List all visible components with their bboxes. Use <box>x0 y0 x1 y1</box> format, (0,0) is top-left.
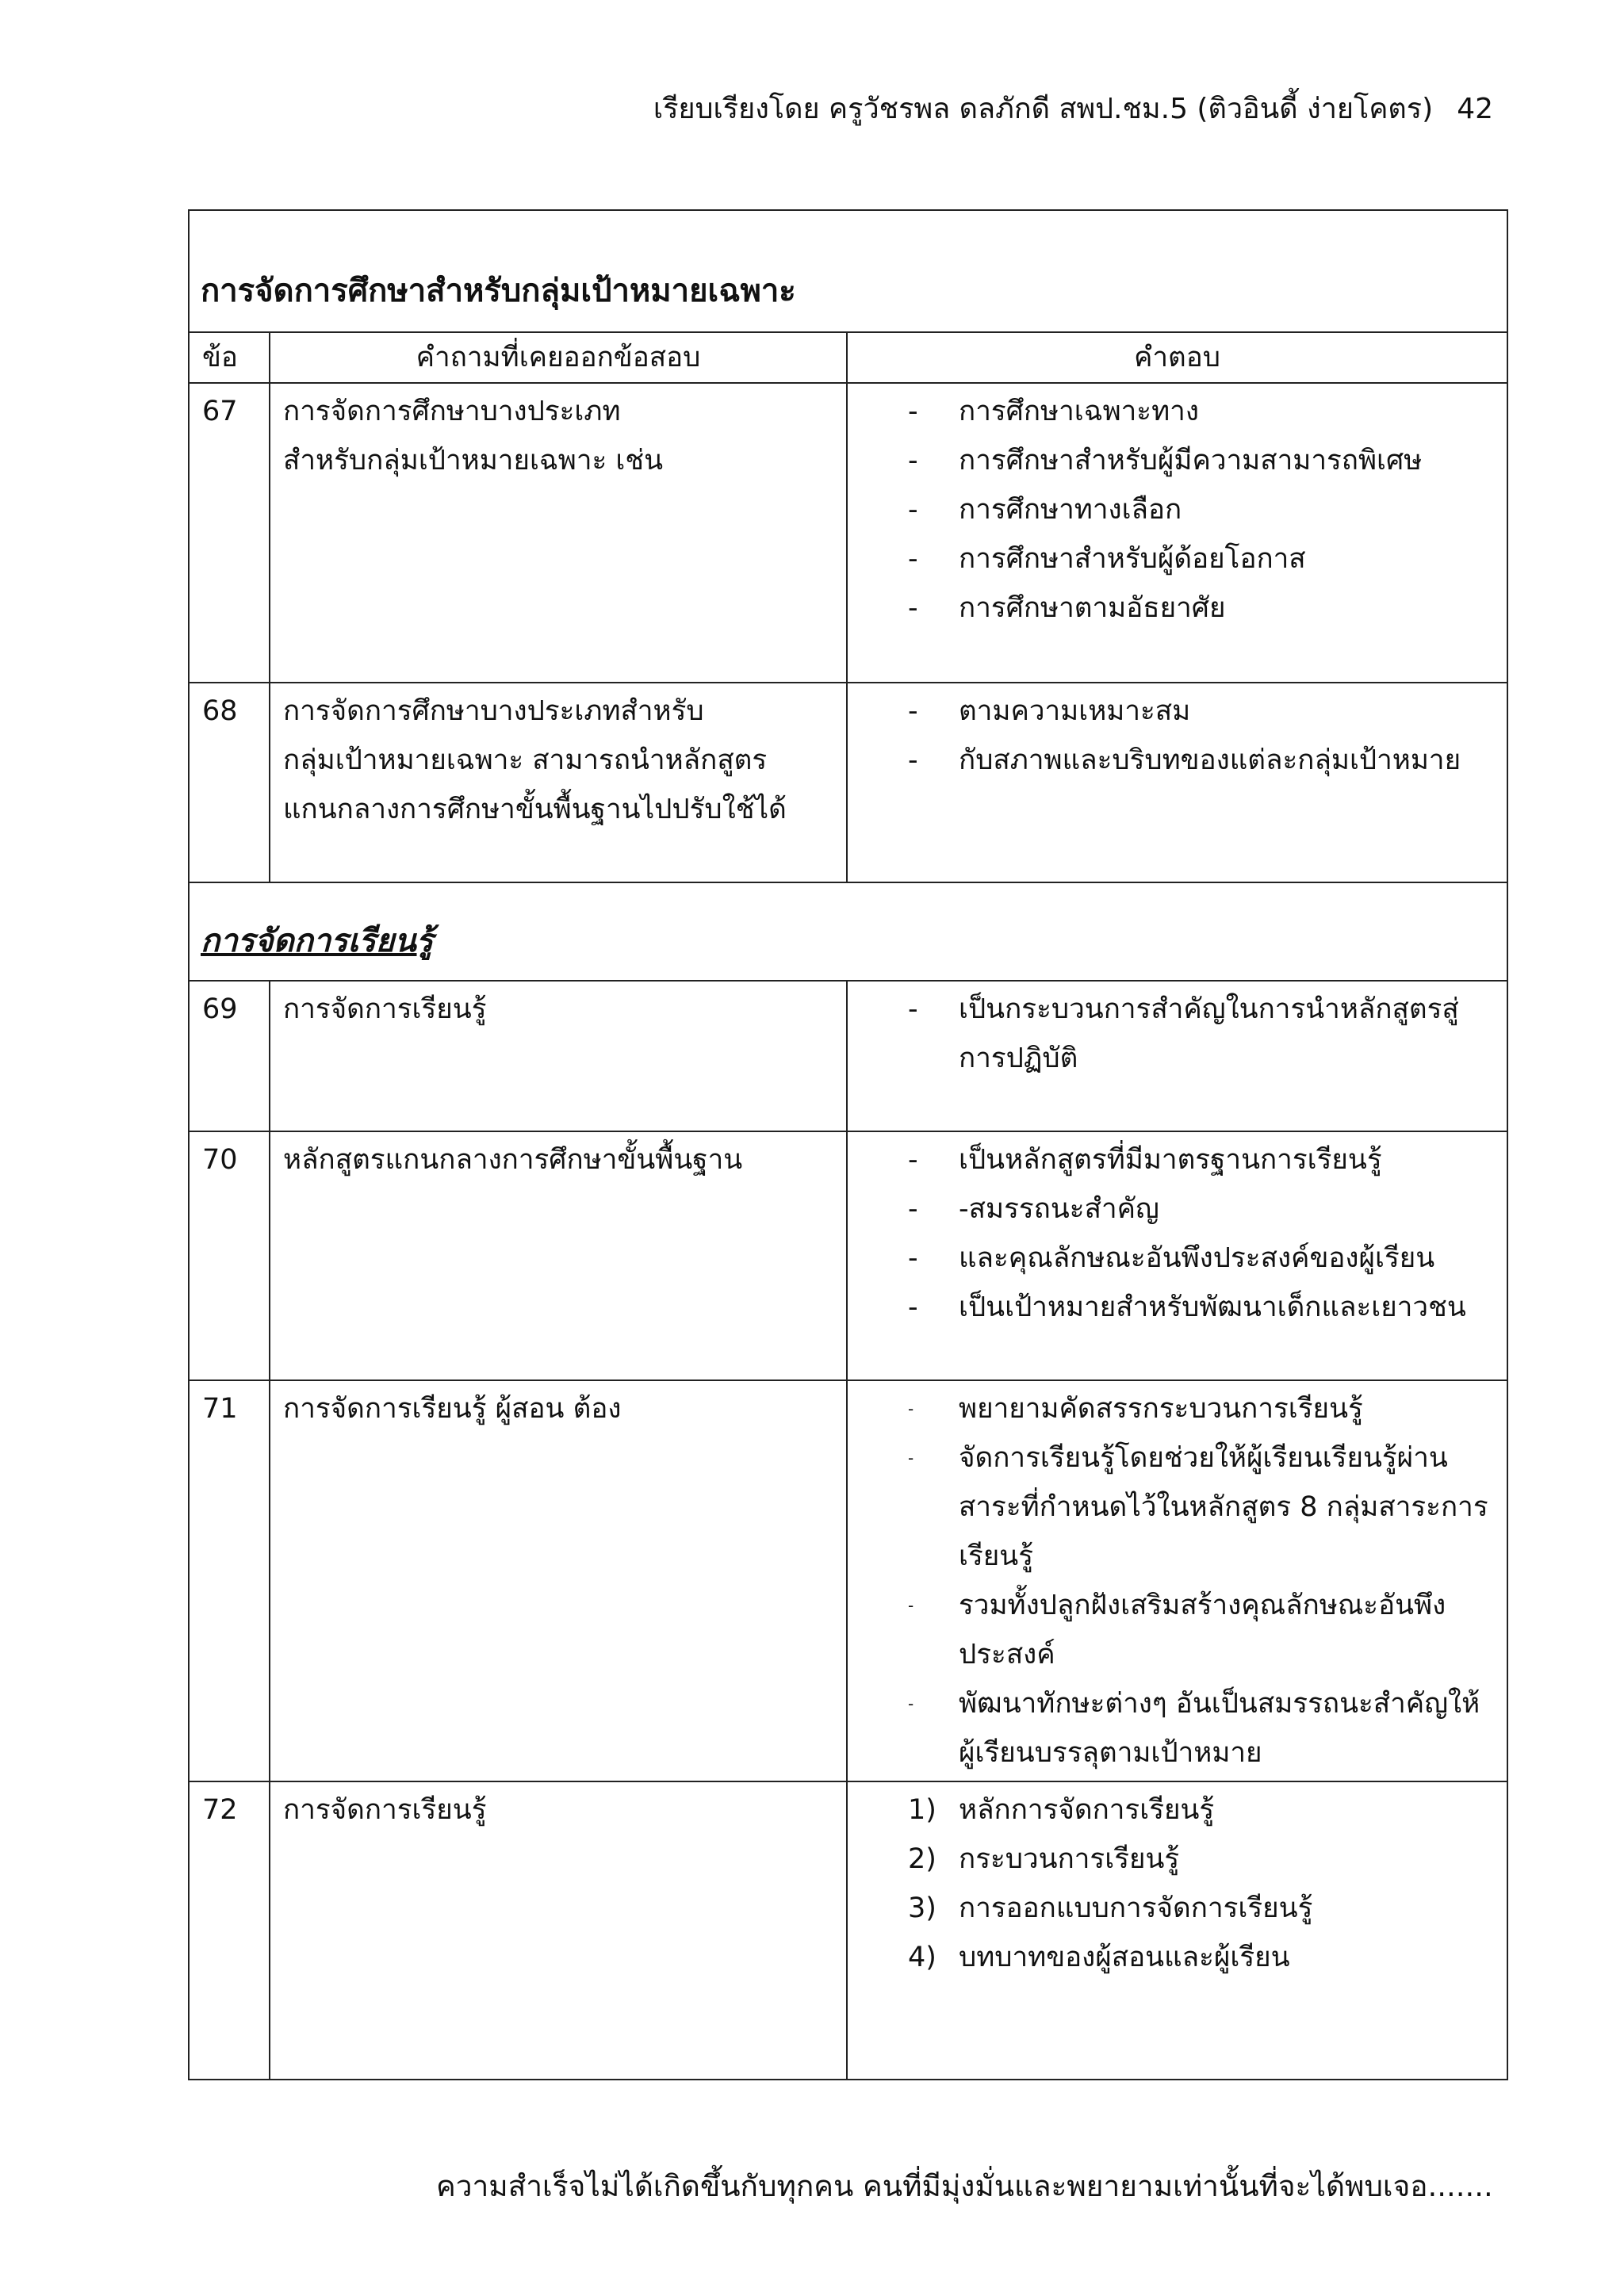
section-title-target-group: การจัดการศึกษาสำหรับกลุ่มเป้าหมายเฉพาะ <box>189 210 1507 332</box>
question-line: สำหรับกลุ่มเป้าหมายเฉพาะ เช่น <box>283 445 664 476</box>
answer-marker: - <box>908 592 918 624</box>
answer-marker: - <box>908 1242 918 1274</box>
answer-text: บทบาทของผู้สอนและผู้เรียน <box>959 1942 1290 1973</box>
answer-item <box>860 1785 1494 1835</box>
answer-text: การศึกษาตามอัธยาศัย <box>959 592 1226 624</box>
column-header-answer: คำตอบ <box>847 332 1507 383</box>
answer-text: การศึกษาเฉพาะทาง <box>959 396 1199 427</box>
section-row-learning <box>189 882 1507 981</box>
answer-marker: - <box>908 445 918 476</box>
section-row-target-group <box>189 210 1507 332</box>
cell-no: 70 <box>189 1131 270 1380</box>
cell-no: 72 <box>189 1781 270 2080</box>
footer-quote: ความสำเร็จไม่ได้เกิดขึ้นกับทุกคน คนที่มีมุ่งมั่นและพยายามเท่านั้นที่จะได้พบเจอ....... <box>436 2169 1493 2203</box>
answer-marker: 2) <box>908 1843 936 1875</box>
answer-marker: - <box>908 695 918 727</box>
table-header-row <box>189 332 1507 383</box>
question-line: การจัดการเรียนรู้ ผู้สอน ต้อง <box>283 1393 622 1425</box>
answer-marker: - <box>908 1399 914 1418</box>
answer-text: -สมรรถนะสำคัญ <box>959 1193 1159 1225</box>
table-row <box>189 1380 1507 1781</box>
answer-item <box>860 1384 1494 1433</box>
table-row <box>189 1131 1507 1380</box>
question-line: การจัดการศึกษาบางประเภทสำหรับ <box>283 695 704 727</box>
answer-item <box>860 1679 1494 1777</box>
answer-text: การศึกษาทางเลือก <box>959 494 1182 526</box>
cell-no: 67 <box>189 383 270 683</box>
answer-item <box>860 1933 1494 1982</box>
answer-marker: - <box>908 396 918 427</box>
answer-text: การออกแบบการจัดการเรียนรู้ <box>959 1892 1313 1924</box>
cell-question <box>270 1131 847 1380</box>
answer-text: หลักการจัดการเรียนรู้ <box>959 1794 1215 1826</box>
cell-answer <box>847 683 1507 882</box>
cell-question <box>270 981 847 1131</box>
cell-answer <box>847 383 1507 683</box>
answer-marker: - <box>908 1448 914 1468</box>
answer-text: พัฒนาทักษะต่างๆ อันเป็นสมรรถนะสำคัญให้ผู้เรียนบรรลุตามเป้าหมาย <box>959 1688 1480 1769</box>
answer-item <box>860 1234 1494 1283</box>
answer-item <box>860 1835 1494 1884</box>
answer-marker: - <box>908 494 918 526</box>
cell-answer <box>847 1781 1507 2080</box>
answer-marker: - <box>908 1193 918 1225</box>
answer-text: ตามความเหมาะสม <box>959 695 1191 727</box>
table-row <box>189 981 1507 1131</box>
answer-item <box>860 436 1494 485</box>
answer-marker: - <box>908 1144 918 1176</box>
answer-text: กับสภาพและบริบทของแต่ละกลุ่มเป้าหมาย <box>959 744 1461 776</box>
answer-text: จัดการเรียนรู้โดยช่วยให้ผู้เรียนเรียนรู้ผ่านสาระที่กำหนดไว้ในหลักสูตร 8 กลุ่มสาระการเรียนรู้ <box>959 1442 1488 1572</box>
question-line: หลักสูตรแกนกลางการศึกษาขั้นพื้นฐาน <box>283 1144 743 1176</box>
cell-answer <box>847 1131 1507 1380</box>
answer-text: เป็นกระบวนการสำคัญในการนำหลักสูตรสู่การปฏิบัติ <box>959 993 1459 1074</box>
answer-marker: - <box>908 543 918 575</box>
header-text: เรียบเรียงโดย ครูวัชรพล ดลภักดี สพป.ชม.5 (ติวอินดี้ ง่ายโคตร) <box>653 93 1434 125</box>
answer-text: พยายามคัดสรรกระบวนการเรียนรู้ <box>959 1393 1363 1425</box>
answer-item <box>860 584 1494 633</box>
answer-text: กระบวนการเรียนรู้ <box>959 1843 1180 1875</box>
answer-item <box>860 736 1494 785</box>
cell-no: 69 <box>189 981 270 1131</box>
table-row <box>189 683 1507 882</box>
column-header-question: คำถามที่เคยออกข้อสอบ <box>270 332 847 383</box>
question-line: แกนกลางการศึกษาขั้นพื้นฐานไปปรับใช้ได้ <box>283 794 787 825</box>
answer-text: การศึกษาสำหรับผู้ด้อยโอกาส <box>959 543 1306 575</box>
question-line: การจัดการศึกษาบางประเภท <box>283 396 621 427</box>
answer-text: และคุณลักษณะอันพึงประสงค์ของผู้เรียน <box>959 1242 1435 1274</box>
answer-item <box>860 1283 1494 1332</box>
answer-item <box>860 485 1494 534</box>
column-header-no: ข้อ <box>189 332 270 383</box>
answer-marker: - <box>908 1596 914 1615</box>
question-line: กลุ่มเป้าหมายเฉพาะ สามารถนำหลักสูตร <box>283 744 768 776</box>
cell-no: 71 <box>189 1380 270 1781</box>
page-header <box>653 86 1493 131</box>
answer-item <box>860 387 1494 436</box>
answer-text: เป็นหลักสูตรที่มีมาตรฐานการเรียนรู้ <box>959 1144 1382 1176</box>
cell-question <box>270 1781 847 2080</box>
cell-answer <box>847 981 1507 1131</box>
table-row <box>189 1781 1507 2080</box>
answer-marker: - <box>908 993 918 1025</box>
question-line: การจัดการเรียนรู้ <box>283 993 487 1025</box>
answer-item <box>860 1884 1494 1933</box>
answer-marker: 3) <box>908 1892 936 1924</box>
answer-item <box>860 534 1494 584</box>
answer-text: การศึกษาสำหรับผู้มีความสามารถพิเศษ <box>959 445 1423 476</box>
answer-item <box>860 1184 1494 1234</box>
cell-question <box>270 683 847 882</box>
answer-marker: 4) <box>908 1942 936 1973</box>
answer-item <box>860 1581 1494 1679</box>
answer-marker: - <box>908 744 918 776</box>
answer-item <box>860 985 1494 1083</box>
answer-text: รวมทั้งปลูกฝังเสริมสร้างคุณลักษณะอันพึงประสงค์ <box>959 1590 1446 1670</box>
qa-table <box>188 209 1508 2080</box>
answer-text: เป็นเป้าหมายสำหรับพัฒนาเด็กและเยาวชน <box>959 1292 1466 1323</box>
cell-answer <box>847 1380 1507 1781</box>
answer-marker: 1) <box>908 1794 936 1826</box>
cell-question <box>270 1380 847 1781</box>
cell-no: 68 <box>189 683 270 882</box>
answer-marker: - <box>908 1292 918 1323</box>
table-row <box>189 383 1507 683</box>
answer-item <box>860 1433 1494 1581</box>
answer-marker: - <box>908 1694 914 1713</box>
page-number: 42 <box>1457 93 1493 125</box>
answer-item <box>860 1135 1494 1184</box>
answer-item <box>860 687 1494 736</box>
section-title-learning: การจัดการเรียนรู้ <box>189 882 1507 981</box>
question-line: การจัดการเรียนรู้ <box>283 1794 487 1826</box>
cell-question <box>270 383 847 683</box>
